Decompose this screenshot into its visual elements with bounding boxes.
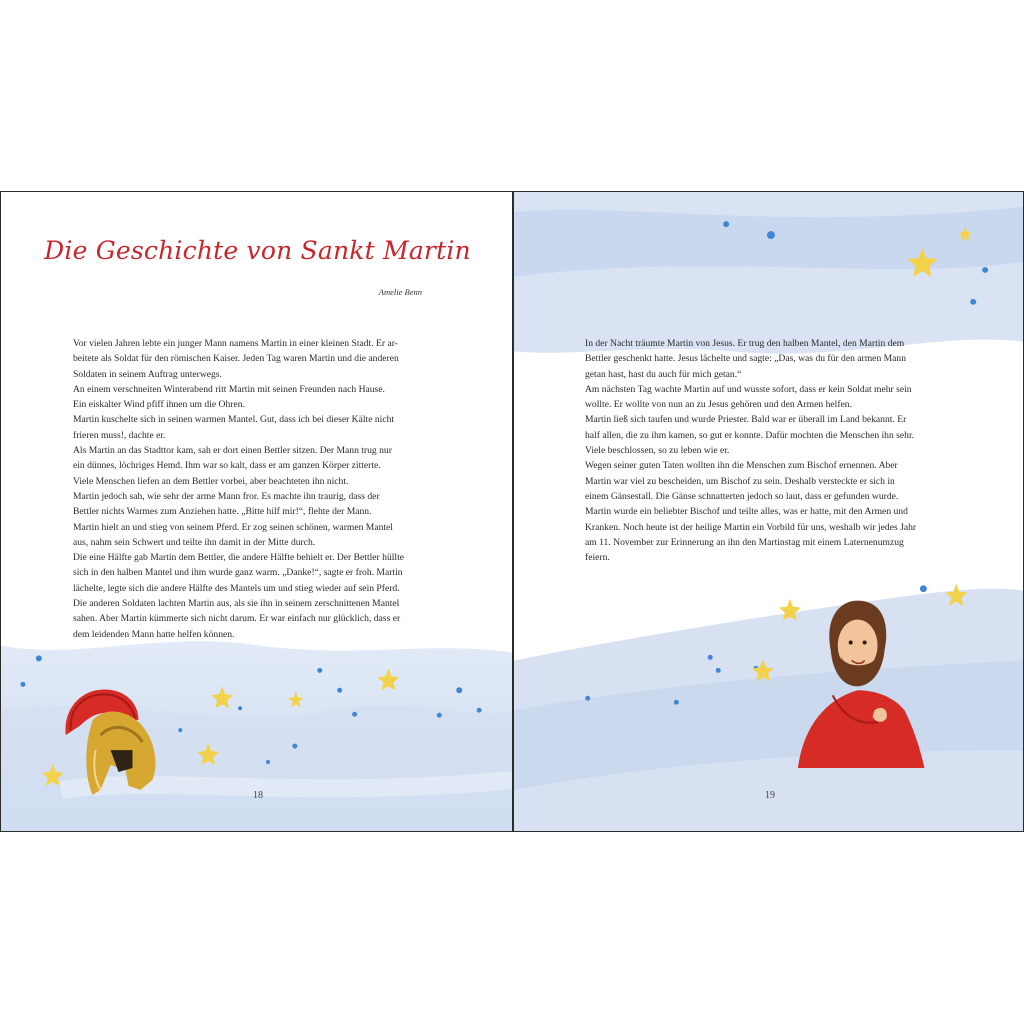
left-page	[0, 191, 513, 832]
paragraph: Martin wurde ein beliebter Bischof und teilte alles, was er hatte, mit den Armen und Kranken. Noch heute ist der heilige Martin ein Vorbild für uns, weshalb wir jedes Jahr am 11. November zur Erinnerung an ihn den Martinstag mit einem Laternenumzug feiern.	[585, 506, 917, 564]
paragraph: Viele beschlossen, so zu leben wie er.	[585, 445, 730, 457]
right-page-text	[585, 336, 965, 565]
paragraph: Als Martin an das Stadttor kam, sah er dort einen Bettler sitzen. Der Mann trug nur ein dünnes, löchriges Hemd. Ihm war so kalt, dass er am ganzen Körper zitterte.	[73, 445, 392, 472]
paragraph: An einem verschneiten Winterabend ritt Martin mit seinen Freunden nach Hause. Ein eiskalter Wind pfiff ihnen um die Ohren.	[73, 383, 385, 411]
jesus-figure-icon	[798, 601, 925, 768]
right-page	[513, 191, 1024, 832]
paragraph: Am nächsten Tag wachte Martin auf und wusste sofort, dass er kein Soldat mehr sein wollte. Er wollte von nun an zu Jesus gehören und den Armen helfen.	[585, 383, 912, 411]
paragraph: Martin hielt an und stieg von seinem Pferd. Er zog seinen schönen, warmen Mantel aus, nahm sein Schwert und teilte ihn damit in der Mitte durch.	[73, 521, 393, 548]
paragraph: Martin jedoch sah, wie sehr der arme Mann fror. Es machte ihn traurig, dass der Bettler nichts Warmes zum Anziehen hatte. „Bitte hilf mir!“, flehte der Mann.	[73, 490, 380, 518]
paragraph: Die anderen Soldaten lachten Martin aus, als sie ihn in seinem zerschnittenen Mantel sahen. Aber Martin kümmerte sich nicht darum. Er war einfach nur glücklich, dass er dem leidenden Mann hatte helfen können.	[73, 598, 401, 640]
author-name: Amelie Benn	[378, 287, 422, 297]
page-number: 18	[253, 790, 263, 801]
book-spread	[0, 191, 1024, 832]
paragraph: Die eine Hälfte gab Martin dem Bettler, die andere Hälfte behielt er. Der Bettler hüllte sich in den halben Mantel und ihm wurde ganz warm. „Danke!“, sagte er froh. Martin lächelte, legte sich die andere Hälfte des Mantels um und stieg wieder auf sein Pferd.	[73, 552, 404, 594]
paragraph: Martin kuschelte sich in seinen warmen Mantel. Gut, dass ich bei dieser Kälte nicht frieren muss!, dachte er.	[73, 414, 395, 441]
paragraph: Viele Menschen liefen an dem Bettler vorbei, aber beachteten ihn nicht.	[73, 475, 349, 487]
paragraph: Martin ließ sich taufen und wurde Priester. Bald war er überall im Land bekannt. Er half allen, die zu ihm kamen, so gut er konnte. Dafür mochten die Menschen ihn sehr.	[585, 414, 915, 441]
left-decorations	[1, 192, 512, 831]
paragraph: Wegen seiner guten Taten wollten ihn die Menschen zum Bischof ernennen. Aber Martin war viel zu bescheiden, um Bischof zu sein. Deshalb versteckte er sich in einem Gänsestall. Die Gänse schnatterten jedoch so laut, dass er gefunden wurde.	[585, 460, 899, 502]
page-number: 19	[765, 790, 775, 801]
story-title: Die Geschichte von Sankt Martin	[44, 236, 471, 265]
paragraph: In der Nacht träumte Martin von Jesus. Er trug den halben Mantel, den Martin dem Bettler geschenkt hatte. Jesus lächelte und sagte: „Das, was du für den armen Mann getan hast, hast du auch für mich getan.“	[585, 338, 907, 380]
paragraph: Vor vielen Jahren lebte ein junger Mann namens Martin in einer kleinen Stadt. Er ar- beitete als Soldat für den römischen Kaiser. Jeden Tag waren Martin und die anderen Soldaten in seinem Auftrag unterwegs.	[73, 338, 399, 380]
roman-helmet-icon	[65, 690, 155, 795]
